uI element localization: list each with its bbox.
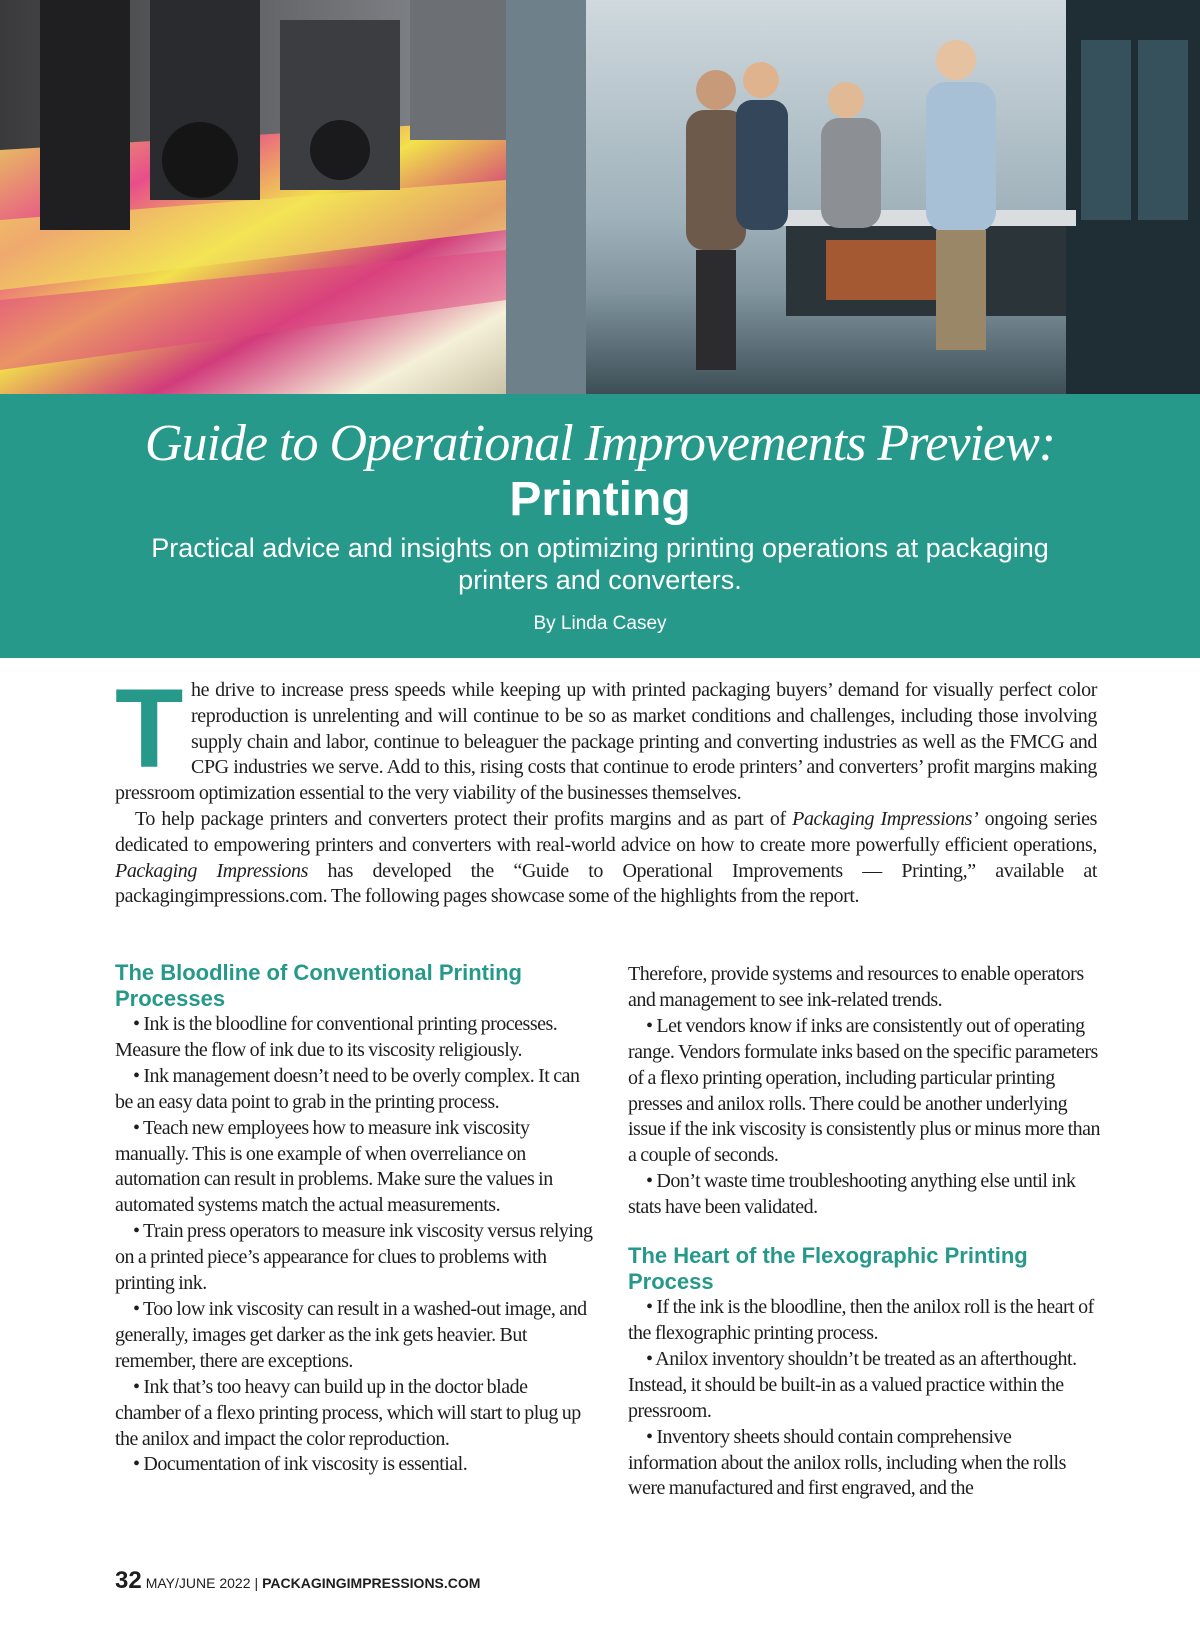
pressroom-team-photo — [506, 0, 1200, 394]
article-intro — [115, 666, 1097, 910]
footer-separator: | — [254, 1575, 259, 1591]
bullet-item: • Ink is the bloodline for conventional printing processes. Measure the flow of ink due to its viscosity religiously. — [115, 1013, 558, 1061]
bullet-item: • Ink that’s too heavy can build up in the doctor blade chamber of a flexo printing process, which will start to plug up the anilox and impact the color reproduction. — [115, 1375, 581, 1450]
publication-url: PACKAGINGIMPRESSIONS.COM — [262, 1575, 481, 1591]
page-footer — [115, 1568, 480, 1596]
continued-paragraph: Therefore, provide systems and resources to enable operators and management to see ink-related trends. — [628, 963, 1084, 1011]
bullet-item: • Too low ink viscosity can result in a washed-out image, and generally, images get darker as the ink gets heavier. But remember, there are exceptions. — [115, 1297, 587, 1372]
printing-press-photo — [0, 0, 506, 394]
bullet-item: • Let vendors know if inks are consistently out of operating range. Vendors formulate inks based on the specific parameters of a flexo printing operation, including particular printing presses and anilox rolls. There could be another underlying issue if the ink viscosity is consistently plus or minus more than a couple of seconds. — [628, 1014, 1101, 1167]
printing-press-illustration — [0, 0, 506, 394]
section-heading-heart: The Heart of the Flexographic Printing Process — [628, 1243, 1028, 1295]
series-kicker: Guide to Operational Improvements Preview: — [144, 415, 1056, 472]
publication-name-italic: Packaging Impressions’ — [792, 807, 979, 830]
page-number: 32 — [115, 1567, 142, 1594]
article-header — [0, 394, 1200, 658]
bullet-item: • Teach new employees how to measure ink viscosity manually. This is one example of when overreliance on automation can result in problems. Make sure the values in automated systems match the actual measurements. — [115, 1116, 553, 1217]
bullet-item: • Documentation of ink viscosity is essential. — [133, 1453, 468, 1476]
right-column — [628, 962, 1104, 1502]
bullet-item: • Anilox inventory shouldn’t be treated as an afterthought. Instead, it should be built-in as a valued practice within the pressroom. — [628, 1347, 1077, 1422]
section-heading-bloodline: The Bloodline of Conventional Printing Processes — [115, 960, 522, 1011]
byline: By Linda Casey — [533, 613, 667, 634]
drop-cap: T — [115, 666, 184, 791]
intro-paragraph-2 — [115, 807, 1097, 910]
publication-name-italic: Packaging Impressions — [115, 859, 308, 882]
left-column — [115, 960, 593, 1478]
intro-paragraph-1 — [115, 666, 1097, 807]
bullet-item: • Don’t waste time troubleshooting anything else until ink stats have been validated. — [628, 1170, 1076, 1219]
intro-p2-part-b: ongoing series dedicated to empowering printers and converters with real-world advice on how to create more powerfully efficient operations, — [115, 807, 1097, 856]
bullet-item: • Ink management doesn’t need to be overly complex. It can be an easy data point to grab in the printing process. — [115, 1064, 580, 1113]
bullet-item: • Train press operators to measure ink viscosity versus relying on a printed piece’s appearance for clues to problems with printing ink. — [115, 1220, 593, 1295]
pressroom-illustration — [506, 0, 1200, 394]
intro-p2-part-a: To help package printers and converters protect their profits margins and as part of — [135, 807, 793, 830]
issue-date: MAY/JUNE 2022 — [145, 1575, 251, 1591]
intro-p2-part-c: has developed the “Guide to Operational Improvements — Printing,” available at packagingimpressions.com. The following pages showcase some of the highlights from the report. — [115, 859, 1097, 908]
bullet-item: • Inventory sheets should contain comprehensive information about the anilox rolls, including when the rolls were manufactured and first engraved, and the — [628, 1425, 1066, 1500]
article-dek: Practical advice and insights on optimizing printing operations at packaging printers and converters. — [151, 533, 1049, 595]
intro-paragraph-1-text: he drive to increase press speeds while keeping up with printed packaging buyers’ demand for visually perfect color reproduction is unrelenting and will continue to be so as market conditions and challenges, including those involving supply chain and labor, continue to beleaguer the package printing and converting industries as well as the FMCG and CPG industries we serve. Add to this, rising costs that continue to erode printers’ and converters’ profit margins making pressroom optimization essential to the very viability of the businesses themselves. — [115, 679, 1097, 805]
bullet-item: • If the ink is the bloodline, then the anilox roll is the heart of the flexographic printing process. — [628, 1296, 1094, 1344]
hero-photos — [0, 0, 1200, 394]
article-title: Printing — [509, 473, 691, 526]
